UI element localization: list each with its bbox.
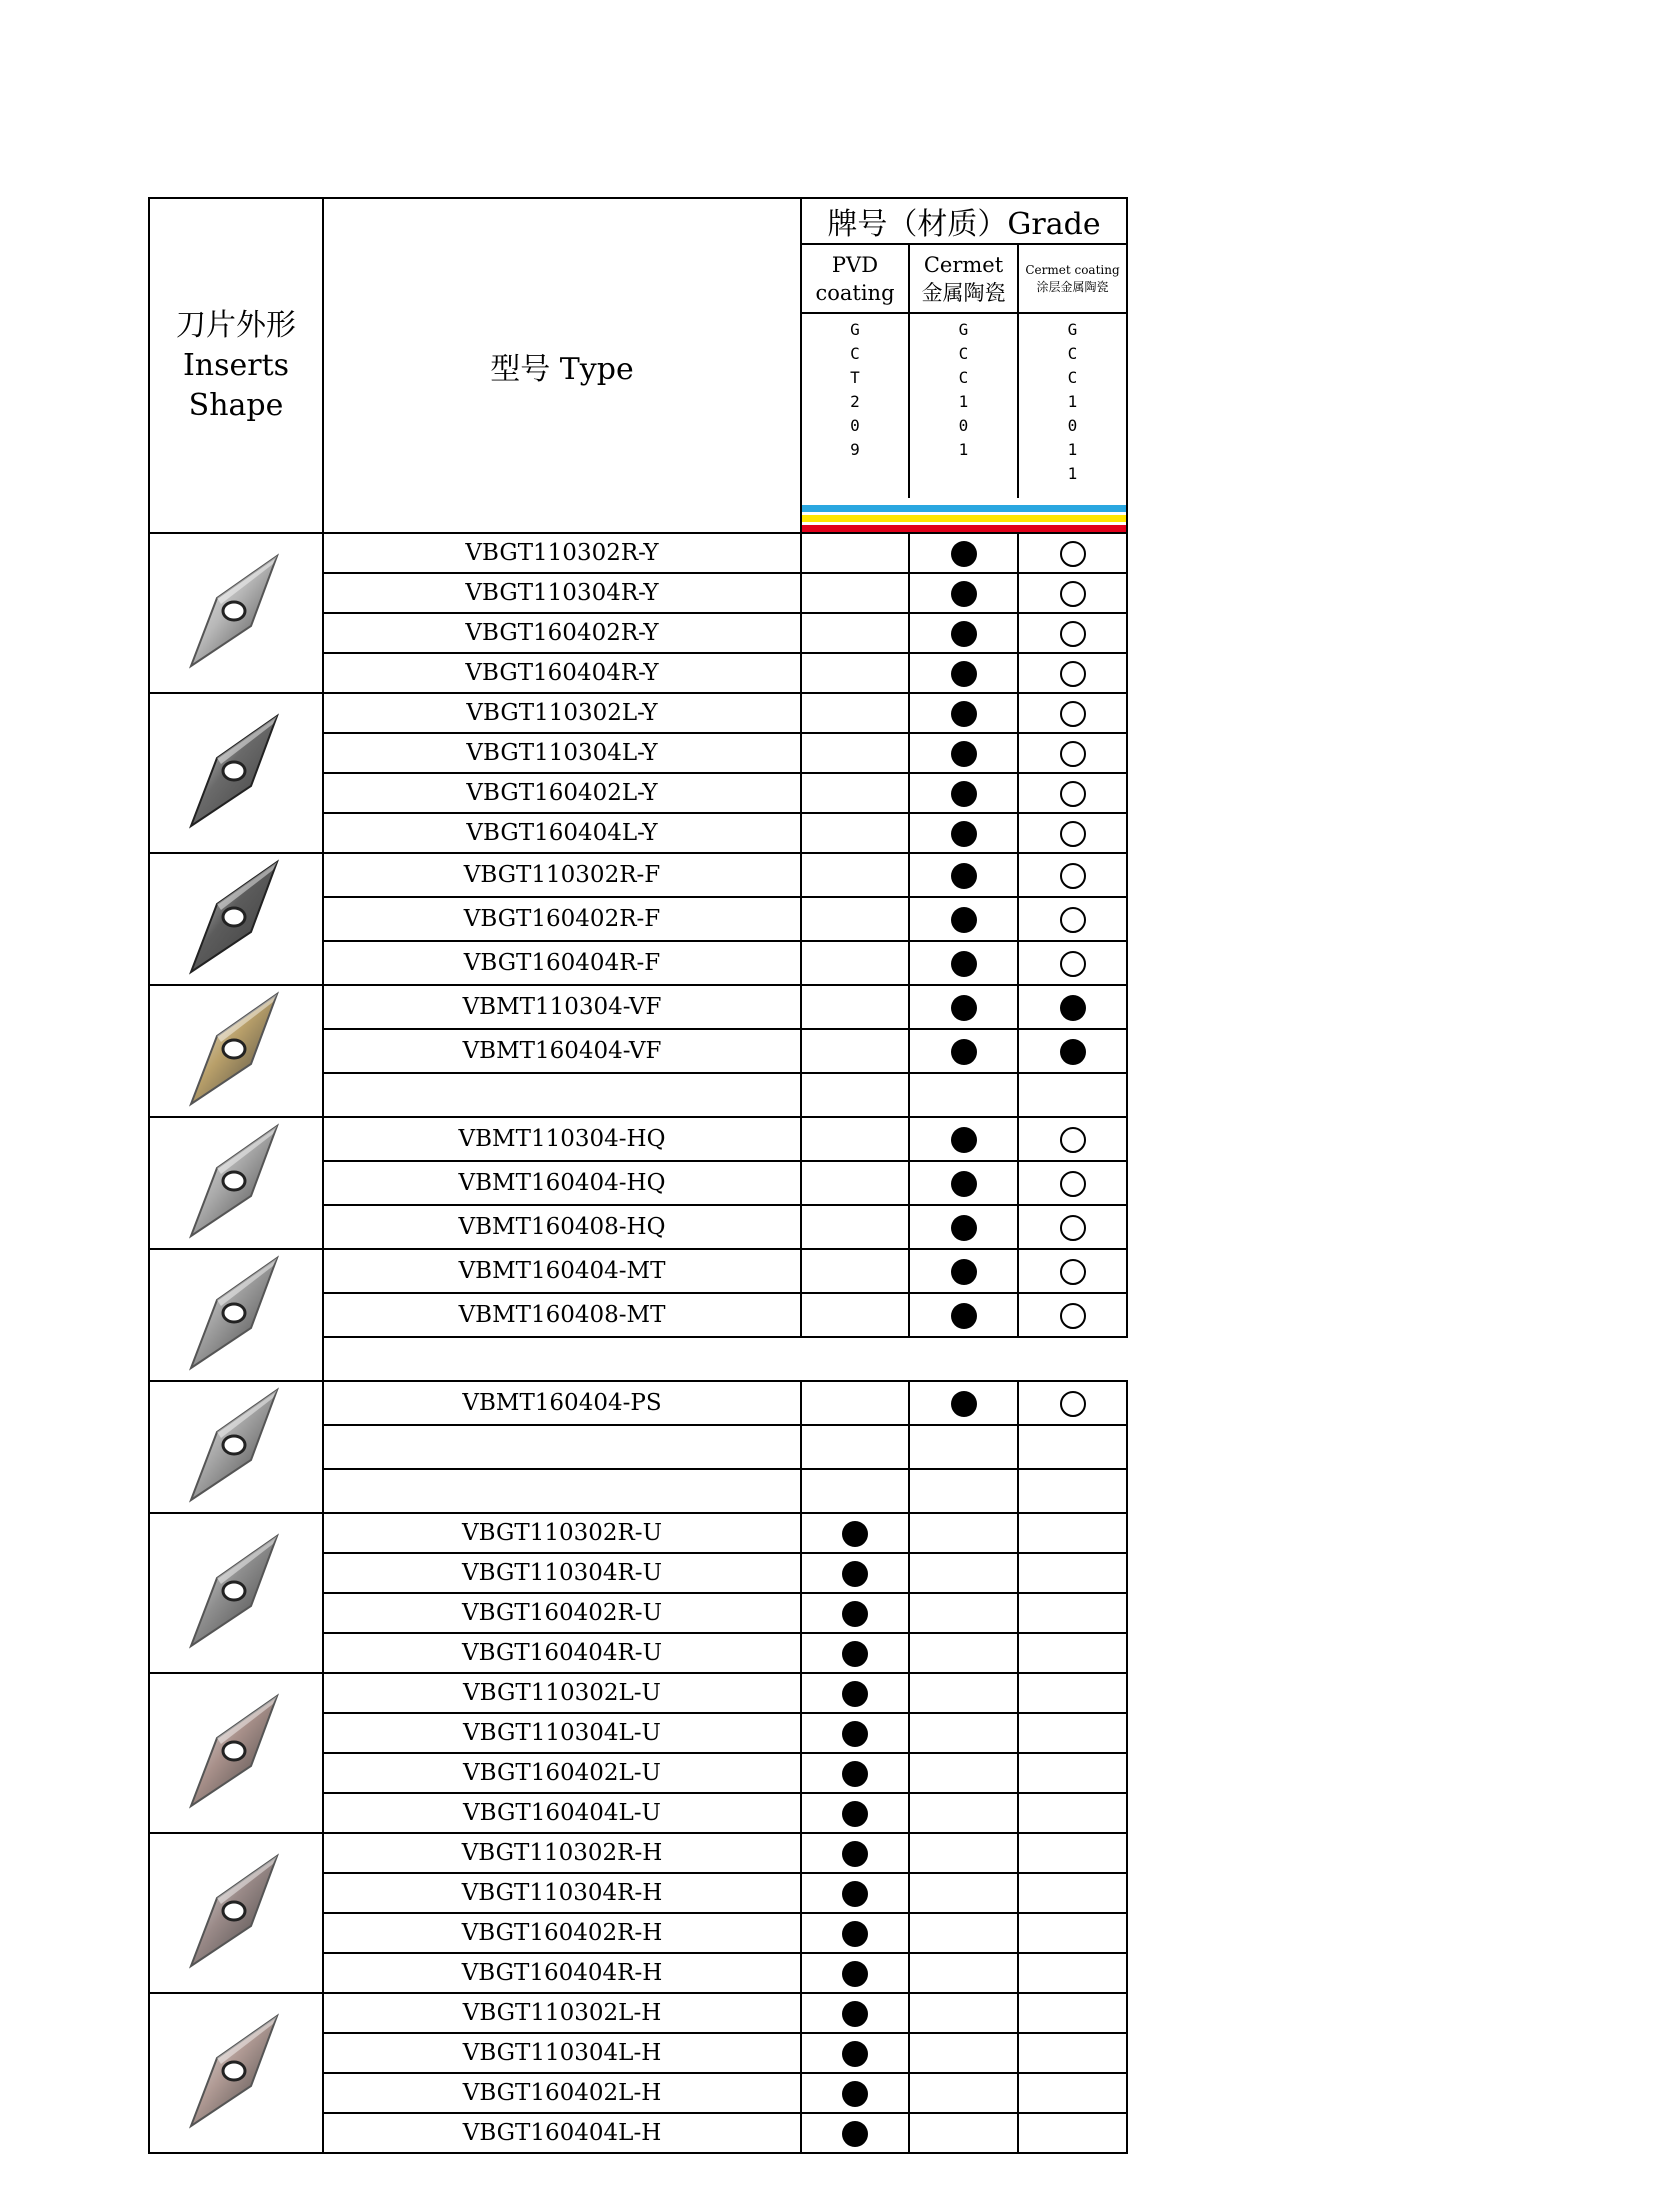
grade-cell: [801, 1633, 909, 1673]
type-cell: VBGT160404R-U: [323, 1633, 801, 1673]
grade-cell: [801, 1833, 909, 1873]
type-cell: VBGT160402L-Y: [323, 773, 801, 813]
grade-cell: [801, 985, 909, 1029]
grade-name-line1: Cermet: [923, 252, 1004, 277]
grade-cell: [909, 1073, 1018, 1117]
insert-shape-icon: [181, 1688, 291, 1818]
grade-cell: [1018, 1673, 1127, 1713]
grade-cell: [909, 1673, 1018, 1713]
grade-cell: [909, 2073, 1018, 2113]
grade-cell: [1018, 1513, 1127, 1553]
filled-circle-icon: [842, 1641, 868, 1667]
grade-cell: [801, 1753, 909, 1793]
grade-cell: [909, 1593, 1018, 1633]
grade-cell: [1018, 1873, 1127, 1913]
grade-cell: [1018, 573, 1127, 613]
header-grade: 牌号（材质）Grade: [801, 198, 1127, 244]
grade-code-char: 1: [1067, 440, 1078, 459]
filled-circle-icon: [842, 1881, 868, 1907]
grade-cell: [801, 773, 909, 813]
type-cell: VBGT160404L-H: [323, 2113, 801, 2153]
filled-circle-icon: [951, 821, 977, 847]
filled-circle-icon: [1060, 995, 1086, 1021]
grade-cell: [1018, 533, 1127, 573]
grade-cell: [909, 1953, 1018, 1993]
grade-code-gcc101: [909, 313, 1018, 498]
grade-cell: [801, 2033, 909, 2073]
grade-cell: [801, 1117, 909, 1161]
grade-cell: [909, 1833, 1018, 1873]
table-row: [149, 1381, 1127, 1425]
type-cell: VBGT110304L-U: [323, 1713, 801, 1753]
grade-cell: [909, 1469, 1018, 1513]
type-cell: [323, 1073, 801, 1117]
type-cell: VBGT160404L-U: [323, 1793, 801, 1833]
type-cell: VBMT110304-VF: [323, 985, 801, 1029]
grade-code-gcc1011: [1018, 313, 1127, 498]
filled-circle-icon: [951, 741, 977, 767]
grade-cell: [801, 1593, 909, 1633]
grade-cell: [909, 853, 1018, 897]
type-cell: [323, 1425, 801, 1469]
filled-circle-icon: [842, 2081, 868, 2107]
type-cell: VBGT160404L-Y: [323, 813, 801, 853]
grade-cell: [909, 985, 1018, 1029]
grade-cell: [1018, 2033, 1127, 2073]
grade-cell: [801, 1293, 909, 1337]
grade-selection-sheet: [148, 197, 1126, 2154]
grade-cell: [909, 1381, 1018, 1425]
open-circle-icon: [1060, 781, 1086, 807]
insert-shape-cell: [149, 1513, 323, 1673]
type-cell: VBGT110302R-Y: [323, 533, 801, 573]
type-cell: VBGT110302R-H: [323, 1833, 801, 1873]
table-row: [149, 693, 1127, 733]
open-circle-icon: [1060, 701, 1086, 727]
grade-cell: [1018, 653, 1127, 693]
table-row: [149, 985, 1127, 1029]
filled-circle-icon: [951, 701, 977, 727]
grade-cell: [909, 1117, 1018, 1161]
insert-shape-icon: [181, 1528, 291, 1658]
grade-cell: [801, 613, 909, 653]
grade-cell: [801, 1425, 909, 1469]
type-cell: [323, 1469, 801, 1513]
grade-cell: [801, 1205, 909, 1249]
type-cell: VBGT110304L-Y: [323, 733, 801, 773]
open-circle-icon: [1060, 1391, 1086, 1417]
grade-cell: [909, 613, 1018, 653]
insert-shape-icon: [181, 1848, 291, 1978]
grade-cell: [801, 1161, 909, 1205]
open-circle-icon: [1060, 1259, 1086, 1285]
type-cell: VBGT160404R-Y: [323, 653, 801, 693]
grade-cell: [801, 1913, 909, 1953]
grade-cell: [1018, 1633, 1127, 1673]
grade-cell: [909, 1873, 1018, 1913]
grade-cell: [1018, 813, 1127, 853]
grade-color-bars: [801, 498, 1127, 533]
grade-cell: [909, 813, 1018, 853]
header-type: 型号 Type: [323, 198, 801, 533]
table-row: [149, 1513, 1127, 1553]
insert-shape-cell: [149, 1833, 323, 1993]
grade-cell: [801, 1029, 909, 1073]
color-bar-red: [802, 525, 1126, 532]
grade-cell: [801, 897, 909, 941]
grade-cell: [1018, 1469, 1127, 1513]
grade-cell: [1018, 693, 1127, 733]
grade-code-char: 2: [850, 392, 860, 411]
grade-cell: [1018, 1249, 1127, 1293]
grade-code-char: 1: [958, 440, 969, 459]
filled-circle-icon: [842, 1601, 868, 1627]
insert-shape-icon: [181, 1382, 291, 1512]
type-cell: VBMT160404-PS: [323, 1381, 801, 1425]
insert-shape-cell: [149, 1993, 323, 2153]
grade-cell: [1018, 985, 1127, 1029]
filled-circle-icon: [951, 581, 977, 607]
filled-circle-icon: [951, 781, 977, 807]
grade-code-char: 1: [1067, 464, 1078, 483]
spacer-cell: [323, 1337, 1127, 1381]
grade-cell: [1018, 613, 1127, 653]
insert-shape-icon: [181, 2008, 291, 2138]
filled-circle-icon: [951, 1303, 977, 1329]
grade-code-gct209: [801, 313, 909, 498]
type-cell: VBGT110304R-Y: [323, 573, 801, 613]
open-circle-icon: [1060, 951, 1086, 977]
grade-cell: [801, 693, 909, 733]
type-cell: VBGT160402R-H: [323, 1913, 801, 1953]
grade-cell: [801, 853, 909, 897]
grade-name-line1: PVD: [831, 252, 879, 277]
filled-circle-icon: [951, 1391, 977, 1417]
type-cell: VBGT110304R-H: [323, 1873, 801, 1913]
grade-cermet-coating: [1018, 244, 1127, 313]
grade-cell: [1018, 941, 1127, 985]
grade-cell: [909, 1161, 1018, 1205]
grade-cell: [909, 1293, 1018, 1337]
filled-circle-icon: [842, 2041, 868, 2067]
grade-cell: [801, 813, 909, 853]
filled-circle-icon: [951, 995, 977, 1021]
table-row: [149, 1249, 1127, 1293]
grade-cell: [1018, 1913, 1127, 1953]
grade-cell: [1018, 1425, 1127, 1469]
grade-cell: [801, 573, 909, 613]
insert-shape-icon: [181, 1250, 291, 1380]
grade-cell: [801, 533, 909, 573]
grade-cell: [801, 1469, 909, 1513]
insert-shape-cell: [149, 1673, 323, 1833]
grade-code-char: 0: [850, 416, 860, 435]
filled-circle-icon: [951, 1171, 977, 1197]
grade-cell: [1018, 2113, 1127, 2153]
filled-circle-icon: [842, 2001, 868, 2027]
grade-code-char: C: [958, 368, 969, 387]
grade-cell: [909, 1913, 1018, 1953]
type-cell: VBGT160402R-Y: [323, 613, 801, 653]
grade-cell: [909, 733, 1018, 773]
grade-cell: [1018, 1953, 1127, 1993]
filled-circle-icon: [951, 621, 977, 647]
insert-shape-icon: [181, 1118, 291, 1248]
grade-code-char: 0: [958, 416, 969, 435]
type-cell: VBGT110302L-Y: [323, 693, 801, 733]
insert-shape-icon: [181, 708, 291, 838]
grade-code-char: C: [850, 344, 860, 363]
type-cell: VBMT160404-VF: [323, 1029, 801, 1073]
grade-code-char: C: [1067, 368, 1078, 387]
grade-cell: [801, 1793, 909, 1833]
color-bar-blue: [802, 505, 1126, 512]
grade-cell: [801, 1249, 909, 1293]
open-circle-icon: [1060, 741, 1086, 767]
grade-name-line2: coating: [815, 280, 895, 305]
grade-cell: [1018, 1293, 1127, 1337]
grade-cell: [801, 2113, 909, 2153]
grade-cell: [1018, 897, 1127, 941]
shape-label-en1: Inserts: [182, 347, 290, 383]
type-cell: VBGT160402R-U: [323, 1593, 801, 1633]
filled-circle-icon: [842, 1561, 868, 1587]
grade-cell: [1018, 1833, 1127, 1873]
insert-shape-icon: [181, 986, 291, 1116]
grade-cell: [801, 1713, 909, 1753]
grade-cell: [909, 1029, 1018, 1073]
insert-shape-cell: [149, 1249, 323, 1381]
insert-grade-table: [148, 197, 1128, 2154]
grade-cell: [909, 533, 1018, 573]
shape-label-en2: Shape: [188, 387, 284, 423]
open-circle-icon: [1060, 661, 1086, 687]
grade-cell: [909, 1993, 1018, 2033]
grade-cell: [909, 773, 1018, 813]
grade-cell: [801, 1513, 909, 1553]
table-row: [149, 533, 1127, 573]
grade-cell: [909, 1713, 1018, 1753]
grade-cell: [909, 1633, 1018, 1673]
open-circle-icon: [1060, 621, 1086, 647]
type-cell: VBMT110304-HQ: [323, 1117, 801, 1161]
type-cell: VBGT110302R-F: [323, 853, 801, 897]
filled-circle-icon: [1060, 1039, 1086, 1065]
filled-circle-icon: [951, 1127, 977, 1153]
grade-code-char: T: [850, 368, 860, 387]
open-circle-icon: [1060, 1127, 1086, 1153]
filled-circle-icon: [842, 1801, 868, 1827]
open-circle-icon: [1060, 581, 1086, 607]
insert-shape-cell: [149, 1117, 323, 1249]
filled-circle-icon: [842, 1841, 868, 1867]
grade-code-char: 9: [850, 440, 860, 459]
insert-shape-cell: [149, 853, 323, 985]
filled-circle-icon: [951, 541, 977, 567]
insert-shape-icon: [181, 854, 291, 984]
filled-circle-icon: [842, 1521, 868, 1547]
open-circle-icon: [1060, 541, 1086, 567]
grade-cell: [1018, 1381, 1127, 1425]
filled-circle-icon: [842, 1761, 868, 1787]
grade-cell: [909, 2033, 1018, 2073]
grade-cell: [801, 733, 909, 773]
open-circle-icon: [1060, 1303, 1086, 1329]
grade-cell: [801, 941, 909, 985]
grade-cell: [801, 1381, 909, 1425]
grade-cell: [909, 1513, 1018, 1553]
filled-circle-icon: [842, 2121, 868, 2147]
type-cell: VBGT110302L-U: [323, 1673, 801, 1713]
grade-cell: [909, 1753, 1018, 1793]
grade-cell: [909, 1205, 1018, 1249]
grade-cell: [909, 693, 1018, 733]
grade-cell: [909, 1553, 1018, 1593]
open-circle-icon: [1060, 1171, 1086, 1197]
grade-code-char: 1: [1067, 392, 1078, 411]
filled-circle-icon: [951, 1039, 977, 1065]
grade-cell: [801, 1073, 909, 1117]
grade-cell: [801, 1953, 909, 1993]
filled-circle-icon: [842, 1721, 868, 1747]
type-cell: VBGT110302L-H: [323, 1993, 801, 2033]
filled-circle-icon: [842, 1921, 868, 1947]
grade-cell: [1018, 1553, 1127, 1593]
open-circle-icon: [1060, 821, 1086, 847]
type-cell: VBGT160402L-U: [323, 1753, 801, 1793]
open-circle-icon: [1060, 1215, 1086, 1241]
filled-circle-icon: [951, 951, 977, 977]
grade-cell: [1018, 1029, 1127, 1073]
filled-circle-icon: [951, 1215, 977, 1241]
grade-cell: [1018, 1593, 1127, 1633]
table-row: [149, 1117, 1127, 1161]
grade-cell: [1018, 1161, 1127, 1205]
grade-cell: [1018, 2073, 1127, 2113]
grade-code-char: C: [958, 344, 969, 363]
type-cell: VBMT160408-MT: [323, 1293, 801, 1337]
insert-shape-cell: [149, 985, 323, 1117]
filled-circle-icon: [842, 1961, 868, 1987]
filled-circle-icon: [951, 863, 977, 889]
type-cell: VBMT160404-HQ: [323, 1161, 801, 1205]
grade-cell: [1018, 1713, 1127, 1753]
grade-code-char: G: [1067, 320, 1078, 339]
type-cell: VBGT160404R-F: [323, 941, 801, 985]
grade-cell: [801, 1873, 909, 1913]
type-cell: VBMT160408-HQ: [323, 1205, 801, 1249]
grade-cell: [1018, 1993, 1127, 2033]
grade-cell: [909, 941, 1018, 985]
grade-code-char: G: [850, 320, 860, 339]
grade-pvd-coating: [801, 244, 909, 313]
grade-cell: [909, 1425, 1018, 1469]
grade-cell: [801, 1673, 909, 1713]
insert-shape-icon: [181, 548, 291, 678]
shape-label-cn: 刀片外形: [176, 307, 296, 343]
grade-cell: [909, 653, 1018, 693]
grade-cell: [1018, 773, 1127, 813]
grade-cell: [909, 897, 1018, 941]
grade-code-char: 1: [958, 392, 969, 411]
grade-cermet: [909, 244, 1018, 313]
insert-shape-cell: [149, 533, 323, 693]
filled-circle-icon: [951, 1259, 977, 1285]
grade-cell: [1018, 1753, 1127, 1793]
type-cell: VBGT110304L-H: [323, 2033, 801, 2073]
grade-cell: [801, 2073, 909, 2113]
table-row: [149, 1673, 1127, 1713]
header-inserts-shape: [149, 198, 323, 533]
table-row: [149, 853, 1127, 897]
grade-cell: [909, 2113, 1018, 2153]
grade-cell: [909, 573, 1018, 613]
table-row: [149, 1993, 1127, 2033]
grade-cell: [1018, 733, 1127, 773]
grade-code-char: C: [1067, 344, 1078, 363]
open-circle-icon: [1060, 907, 1086, 933]
grade-name-line1: Cermet coating: [1025, 262, 1120, 277]
grade-cell: [909, 1793, 1018, 1833]
grade-cell: [801, 1553, 909, 1593]
type-cell: VBMT160404-MT: [323, 1249, 801, 1293]
grade-cell: [1018, 1205, 1127, 1249]
open-circle-icon: [1060, 863, 1086, 889]
grade-cell: [801, 1993, 909, 2033]
type-cell: VBGT110304R-U: [323, 1553, 801, 1593]
color-bar-yellow: [802, 515, 1126, 522]
filled-circle-icon: [951, 907, 977, 933]
type-cell: VBGT160402R-F: [323, 897, 801, 941]
type-cell: VBGT110302R-U: [323, 1513, 801, 1553]
grade-name-line2: 金属陶瓷: [921, 280, 1006, 305]
grade-code-char: 0: [1067, 416, 1078, 435]
insert-shape-cell: [149, 693, 323, 853]
grade-cell: [1018, 1117, 1127, 1161]
filled-circle-icon: [842, 1681, 868, 1707]
type-cell: VBGT160402L-H: [323, 2073, 801, 2113]
insert-shape-cell: [149, 1381, 323, 1513]
filled-circle-icon: [951, 661, 977, 687]
grade-cell: [1018, 1073, 1127, 1117]
grade-code-char: G: [958, 320, 969, 339]
grade-cell: [1018, 1793, 1127, 1833]
grade-name-line2: 涂层金属陶瓷: [1036, 279, 1109, 294]
type-cell: VBGT160404R-H: [323, 1953, 801, 1993]
grade-cell: [1018, 853, 1127, 897]
grade-cell: [801, 653, 909, 693]
grade-cell: [909, 1249, 1018, 1293]
table-row: [149, 1833, 1127, 1873]
